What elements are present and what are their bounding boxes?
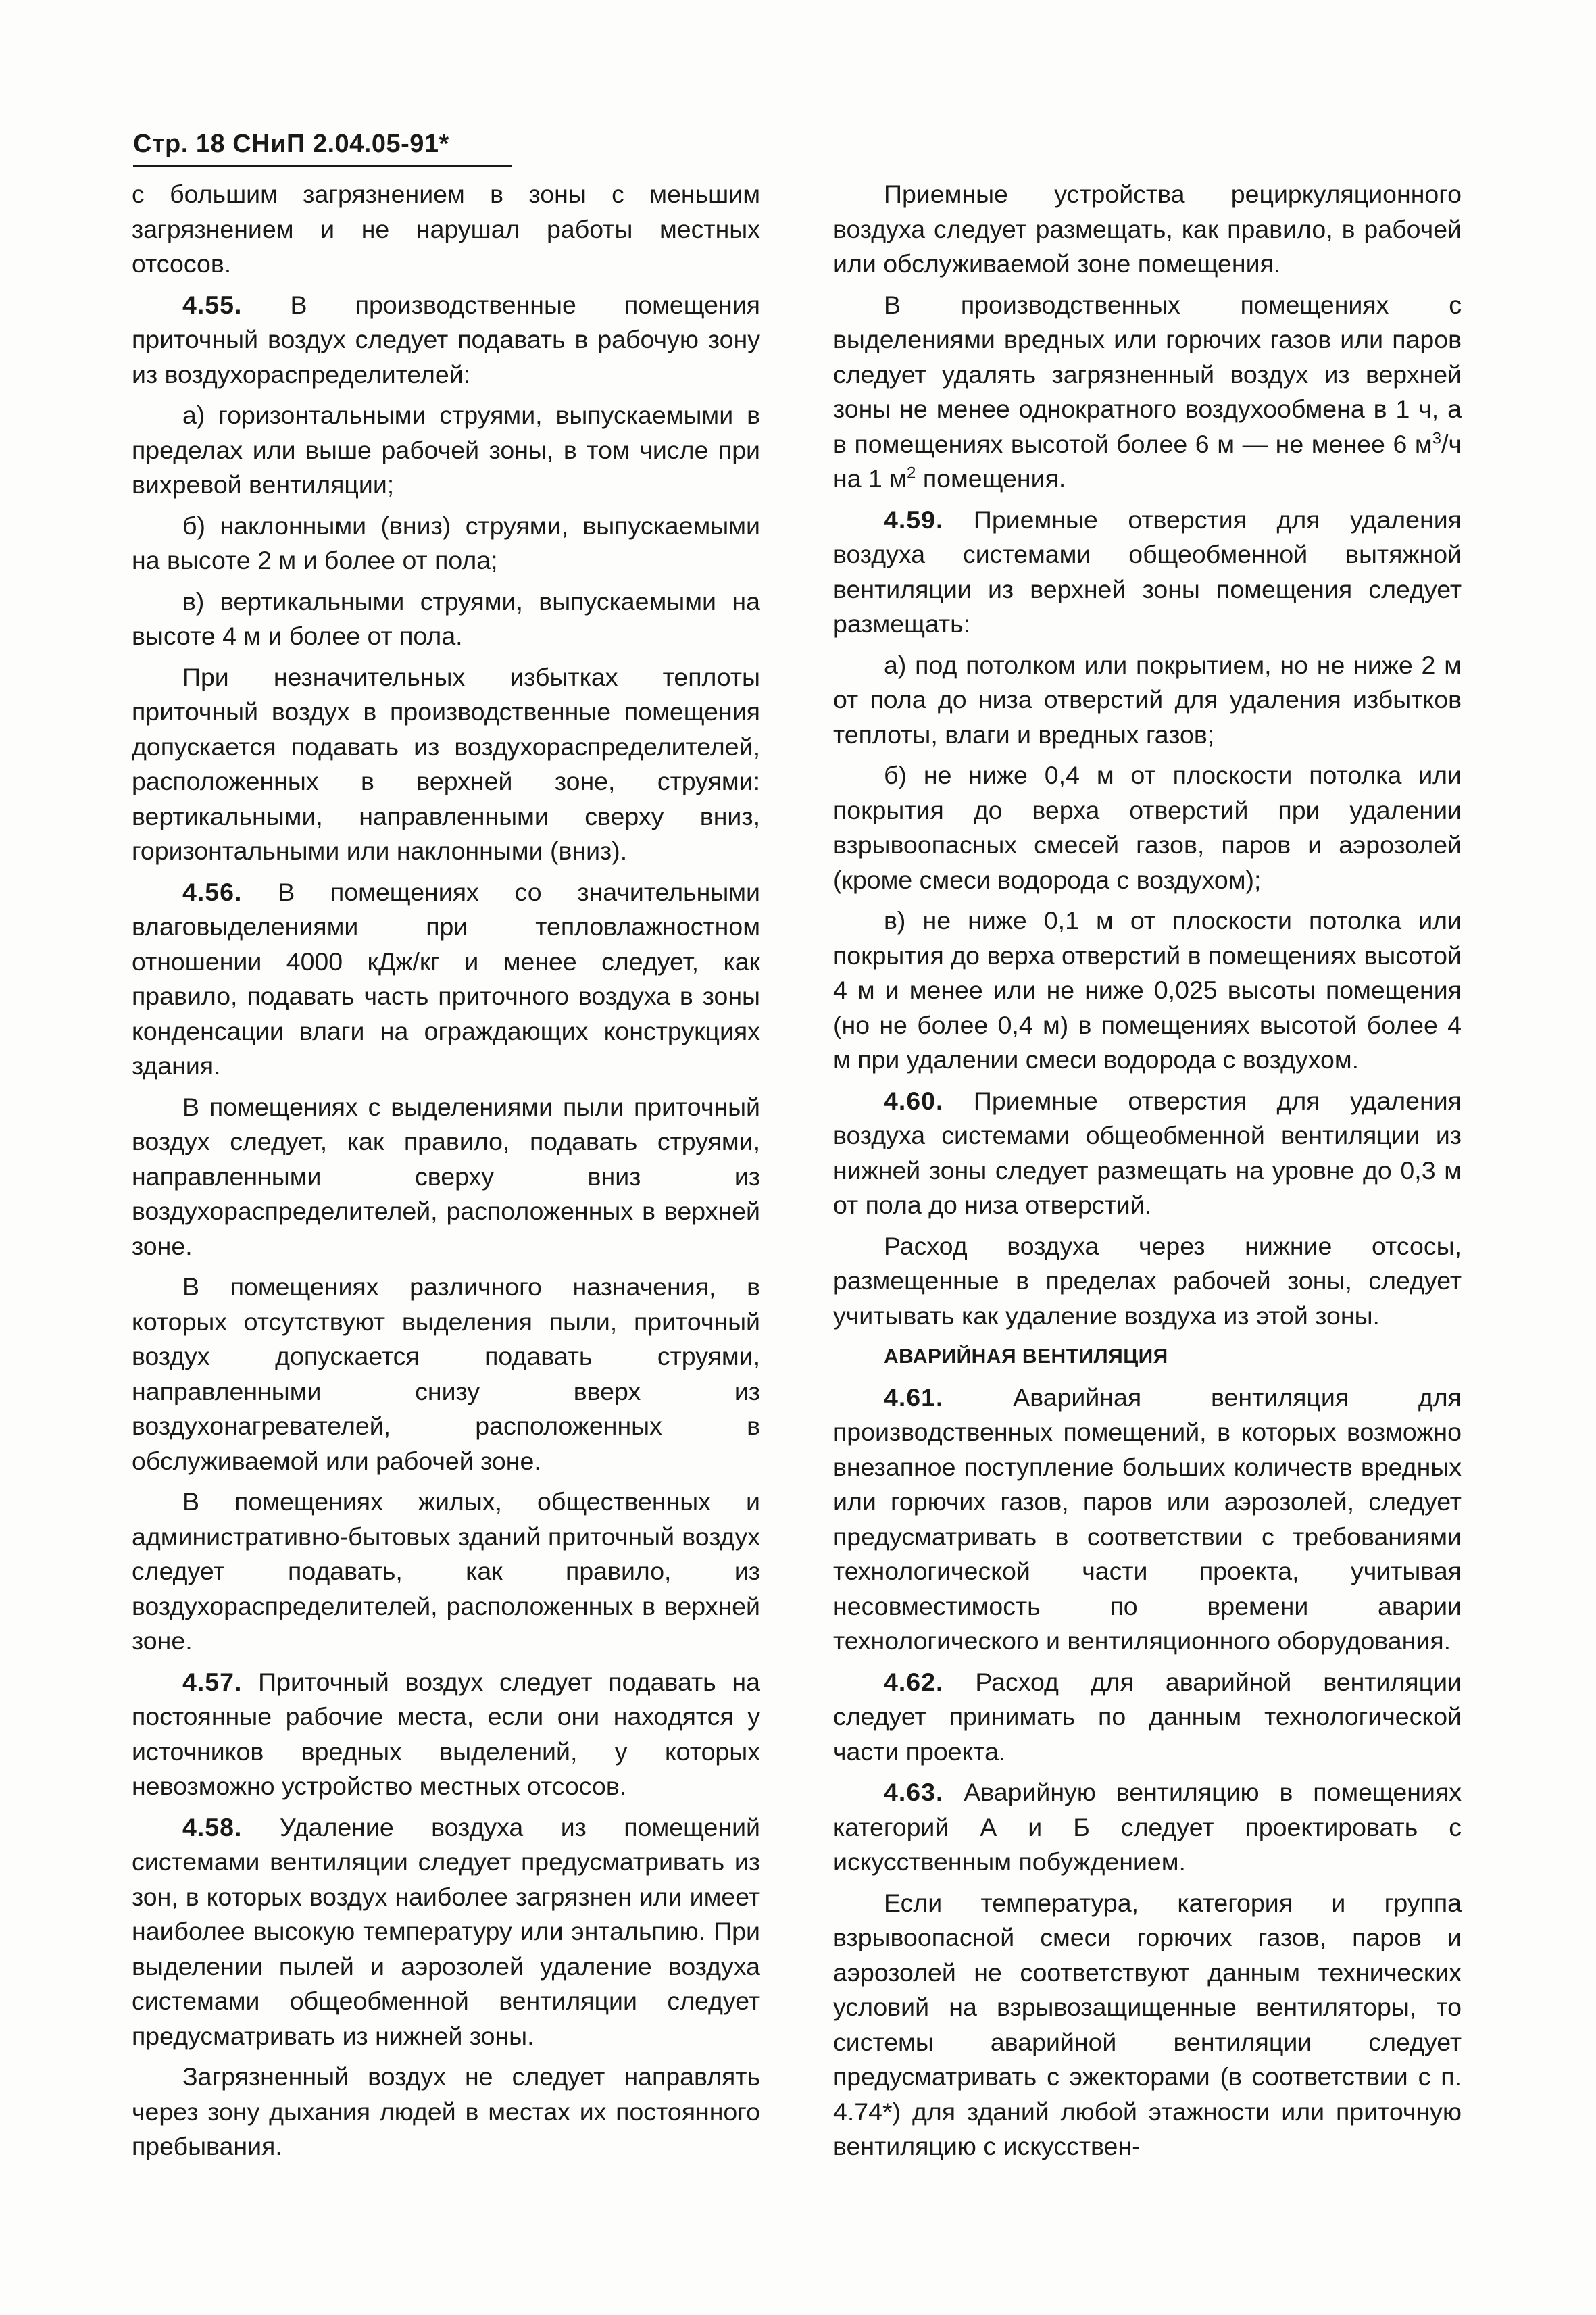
paragraph	[833, 288, 1462, 497]
text-run: /ч на 1 м	[833, 429, 1462, 493]
right-column	[833, 177, 1462, 2170]
clause-text: Аварийную вентиляцию в помещениях категорий А и Б следует проектировать с искусственным побуждением.	[833, 1778, 1462, 1876]
paragraph: В помещениях жилых, общественных и административно-бытовых зданий приточный воздух следует подавать, как правило, из воздухораспределителей, расположенных в верхней зоне.	[132, 1487, 760, 1655]
list-item-b: б) наклонными (вниз) струями, выпускаемыми на высоте 2 м и более от пола;	[132, 511, 760, 574]
clause-text: Расход для аварийной вентиляции следует принимать по данным технологической части проекта.	[833, 1667, 1462, 1766]
clause-text: Приточный воздух следует подавать на постоянные рабочие места, если они находятся у источников вредных выделений, у которых невозможно устройство местных отсосов.	[132, 1667, 760, 1800]
list-item-v: в) вертикальными струями, выпускаемыми на высоте 4 м и более от пола.	[132, 587, 760, 650]
clause-number: 4.58.	[182, 1812, 243, 1841]
paragraph: Если температура, категория и группа взрывоопасной смеси горючих газов, паров и аэрозолей не соответствуют данным технических условий на взрывозащищенные вентиляторы, то системы аварийной вентиляции следует предусматривать с эжекторами (в соответствии с п. 4.74*) для зданий любой этажности или приточную вентиляцию с искусствен-	[833, 1888, 1462, 2160]
clause-4-57	[132, 1665, 760, 1804]
paragraph: Приемные устройства рециркуляционного воздуха следует размещать, как правило, в рабочей или обслуживаемой зоне помещения.	[833, 180, 1462, 278]
list-item-a: а) под потолком или покрытием, но не ниже 2 м от пола до низа отверстий для удаления избытков теплоты, влаги и вредных газов;	[833, 650, 1462, 749]
paragraph: с большим загрязнением в зоны с меньшим загрязнением и не нарушал работы местных отсосов.	[132, 180, 760, 278]
clause-text: Приемные отверстия для удаления воздуха системами общеобменной вытяжной вентиляции из верхней зоны помещения следует размещать:	[833, 505, 1462, 638]
list-item-a: а) горизонтальными струями, выпускаемыми в пределах или выше рабочей зоны, в том числе при вихревой вентиляции;	[132, 401, 760, 499]
clause-4-59	[833, 503, 1462, 642]
clause-number: 4.57.	[182, 1667, 243, 1696]
clause-number: 4.56.	[182, 877, 243, 906]
paragraph: Загрязненный воздух не следует направлять через зону дыхания людей в местах их постоянного пребывания.	[132, 2062, 760, 2160]
clause-number: 4.61.	[884, 1383, 944, 1412]
clause-text: Аварийная вентиляция для производственных помещений, в которых возможно внезапное поступление больших количеств вредных или горючих газов, паров или аэрозолей, следует предусматривать в соответствии с требованиями технологической части проекта, учитывая несовместимость по времени аварии технологического и вентиляционного оборудования.	[833, 1383, 1462, 1655]
clause-text: Приемные отверстия для удаления воздуха системами общеобменной вентиляции из нижней зоны следует размещать на уровне до 0,3 м от пола до низа отверстий.	[833, 1086, 1462, 1219]
clause-text: В помещениях со значительными влаговыделениями при тепловлажностном отношении 4000 кДж/кг и менее следует, как правило, подавать часть приточного воздуха в зоны конденсации влаги на ограждающих конструкциях здания.	[132, 877, 760, 1080]
list-item-b: б) не ниже 0,4 м от плоскости потолка или покрытия до верха отверстий при удалении взрывоопасных смесей газов, паров и аэрозолей (кроме смеси водорода с воздухом);	[833, 761, 1462, 894]
paragraph: В помещениях с выделениями пыли приточный воздух следует, как правило, подавать струями, направленными сверху вниз из воздухораспределителей, расположенных в верхней зоне.	[132, 1092, 760, 1260]
clause-number: 4.59.	[884, 505, 944, 534]
text-run: В производственных помещениях с выделениями вредных или горючих газов или паров следует удалять загрязненный воздух из верхней зоны не менее однократного воздухообмена в 1 ч, а в помещениях высотой более 6 м — не менее 6 м	[833, 290, 1462, 458]
paragraph: Расход воздуха через нижние отсосы, размещенные в пределах рабочей зоны, следует учитывать как удаление воздуха из этой зоны.	[833, 1231, 1462, 1330]
clause-number: 4.62.	[884, 1667, 944, 1696]
superscript: 2	[907, 464, 916, 482]
clause-4-62	[833, 1665, 1462, 1770]
list-item-v: в) не ниже 0,1 м от плоскости потолка или покрытия до верха отверстий в помещениях высотой 4 м и менее или не ниже 0,025 высоты помещения (но не более 0,4 м) в помещениях высотой более 4 м при удалении смеси водорода с воздухом.	[833, 906, 1462, 1074]
clause-4-56	[132, 875, 760, 1084]
paragraph: В помещениях различного назначения, в которых отсутствуют выделения пыли, приточный воздух допускается подавать струями, направленными снизу вверх из воздухонагревателей, расположенных в обслуживаемой или рабочей зоне.	[132, 1272, 760, 1475]
clause-4-55	[132, 288, 760, 393]
text-run: помещения.	[916, 464, 1066, 493]
clause-text: В производственные помещения приточный воздух следует подавать в рабочую зону из воздухораспределителей:	[132, 290, 760, 389]
clause-4-61	[833, 1380, 1462, 1659]
clause-4-60	[833, 1084, 1462, 1223]
clause-4-58	[132, 1810, 760, 2054]
clause-number: 4.63.	[884, 1778, 944, 1806]
clause-4-63	[833, 1775, 1462, 1880]
running-head: Стр. 18 СНиП 2.04.05-91*	[133, 130, 449, 158]
header-rule	[133, 165, 512, 167]
clause-number: 4.60.	[884, 1086, 944, 1115]
superscript: 3	[1432, 429, 1442, 447]
clause-number: 4.55.	[182, 290, 243, 319]
section-heading: АВАРИЙНАЯ ВЕНТИЛЯЦИЯ	[884, 1345, 1168, 1368]
left-column	[132, 177, 760, 2170]
clause-text: Удаление воздуха из помещений системами вентиляции следует предусматривать из зон, в которых воздух наиболее загрязнен или имеет наиболее высокую температуру или энтальпию. При выделении пылей и аэрозолей удаление воздуха системами общеобменной вентиляции следует предусматривать из нижней зоны.	[132, 1812, 760, 2050]
paragraph: При незначительных избытках теплоты приточный воздух в производственные помещения допускается подавать из воздухораспределителей, расположенных в верхней зоне, струями: вертикальными, направленными сверху вниз, горизонтальными или наклонными (вниз).	[132, 662, 760, 865]
